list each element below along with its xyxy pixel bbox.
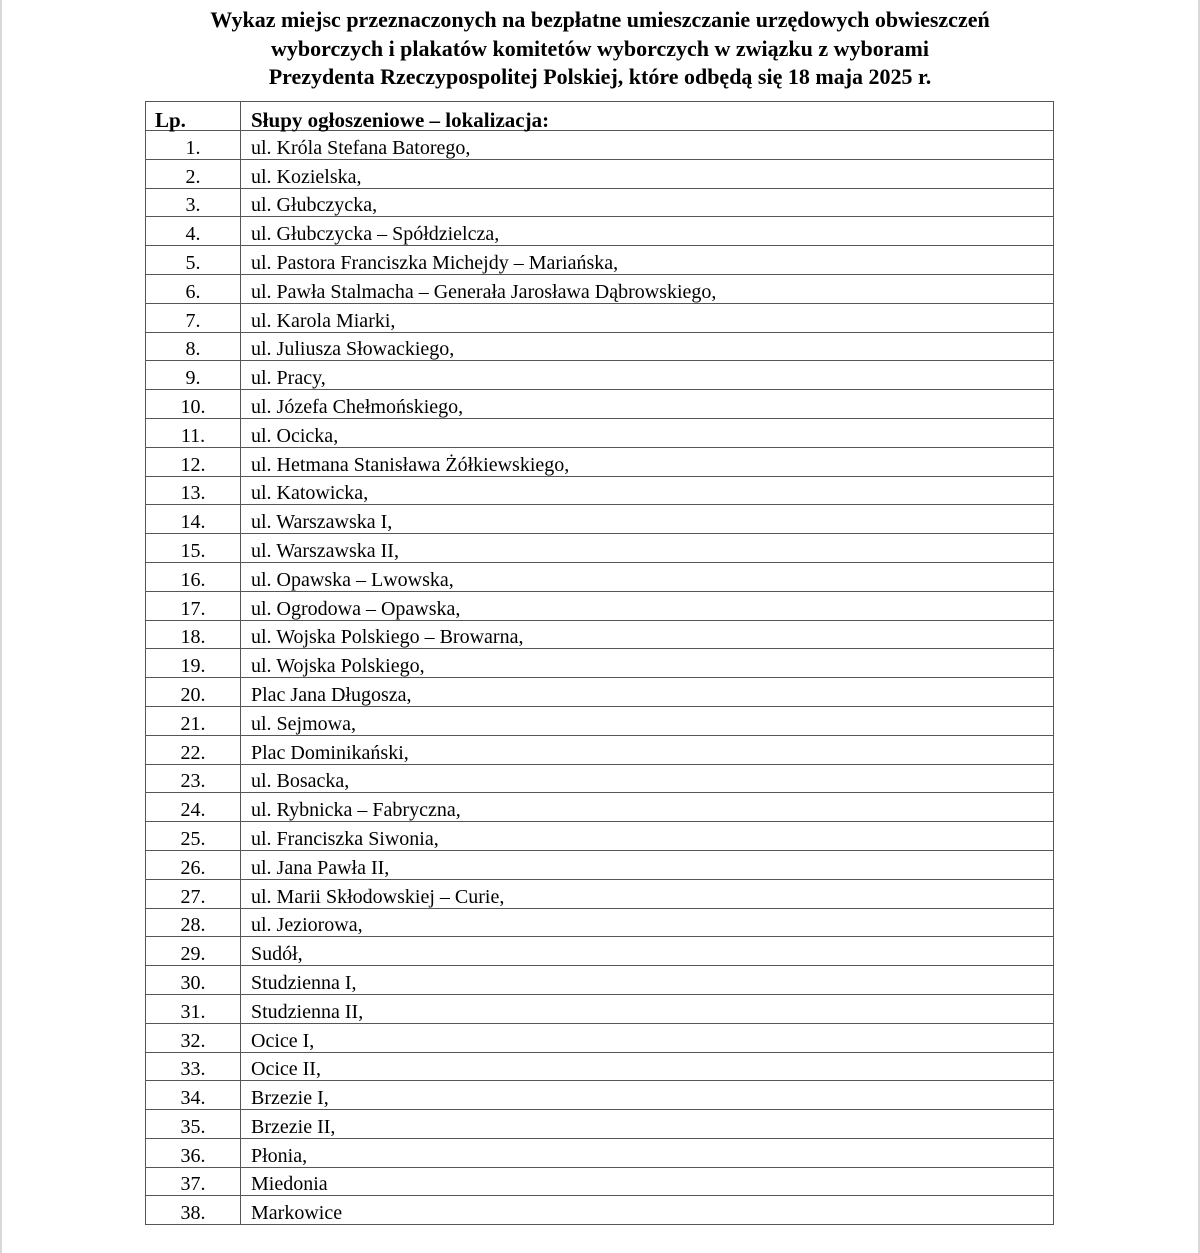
row-location-text: Studzienna I, [251,971,357,994]
table-row [146,131,1054,160]
row-location [241,390,1054,419]
row-location [241,706,1054,735]
row-number [146,850,241,879]
table-row [146,966,1054,995]
table-row [146,1052,1054,1081]
row-number-text: 30. [180,971,206,994]
row-location [241,303,1054,332]
row-location [241,966,1054,995]
row-location-text: ul. Głubczycka – Spółdzielcza, [251,223,500,246]
row-number [146,159,241,188]
row-location-text: ul. Jana Pawła II, [251,856,390,879]
row-number [146,1081,241,1110]
row-number-text: 24. [180,799,206,822]
row-number-text: 23. [180,770,206,793]
row-number-text: 10. [180,395,206,418]
row-number-text: 35. [180,1115,206,1138]
locations-table [145,101,1054,1225]
row-number-text: 37. [180,1173,206,1196]
row-location [241,937,1054,966]
row-number-text: 34. [180,1087,206,1110]
row-location-text: ul. Ocicka, [251,424,339,447]
table-row [146,1110,1054,1139]
row-location [241,1110,1054,1139]
row-number [146,793,241,822]
row-number-text: 38. [180,1202,206,1225]
row-number [146,274,241,303]
row-number [146,131,241,160]
row-number [146,361,241,390]
row-location-text: ul. Karola Miarki, [251,309,396,332]
row-location-text: Miedonia [251,1173,328,1196]
row-number [146,246,241,275]
row-location [241,332,1054,361]
row-location [241,620,1054,649]
row-number [146,706,241,735]
table-row [146,735,1054,764]
row-number [146,735,241,764]
row-number [146,390,241,419]
table-row [146,562,1054,591]
row-number-text: 33. [180,1058,206,1081]
row-location-text: ul. Pracy, [251,367,326,390]
row-number-text: 32. [180,1029,206,1052]
table-row [146,534,1054,563]
row-location [241,735,1054,764]
table-row [146,418,1054,447]
table-header-row [146,102,1054,131]
row-number-text: 22. [180,741,206,764]
row-number-text: 28. [180,914,206,937]
table-row [146,476,1054,505]
table-row [146,361,1054,390]
row-number-text: 7. [185,309,201,332]
row-location [241,1167,1054,1196]
row-location [241,591,1054,620]
row-number [146,476,241,505]
row-location [241,1052,1054,1081]
table-row [146,591,1054,620]
row-number [146,591,241,620]
row-number-text: 8. [185,338,201,361]
table-row [146,649,1054,678]
row-number-text: 11. [180,424,206,447]
row-location-text: Plac Jana Długosza, [251,683,412,706]
row-number-text: 16. [180,568,206,591]
row-number [146,879,241,908]
table-row [146,937,1054,966]
row-location-text: Markowice [251,1202,343,1225]
row-number [146,649,241,678]
row-location-text: ul. Opawska – Lwowska, [251,568,454,591]
row-number [146,303,241,332]
row-number [146,678,241,707]
row-number [146,188,241,217]
row-location [241,246,1054,275]
row-location [241,908,1054,937]
header-location: Słupy ogłoszeniowe – lokalizacja: [241,102,1054,131]
row-number-text: 27. [180,885,206,908]
row-location-text: ul. Głubczycka, [251,194,378,217]
row-number-text: 14. [180,511,206,534]
row-number [146,534,241,563]
table-row [146,390,1054,419]
row-number [146,822,241,851]
row-number [146,1023,241,1052]
table-row [146,303,1054,332]
row-location-text: ul. Ogrodowa – Opawska, [251,597,461,620]
row-location-text: Ocice I, [251,1029,315,1052]
table-row [146,764,1054,793]
table-row [146,678,1054,707]
row-location [241,418,1054,447]
row-number [146,332,241,361]
row-location [241,159,1054,188]
table-body [146,131,1054,1225]
row-location [241,1138,1054,1167]
table-row [146,1138,1054,1167]
table-row [146,994,1054,1023]
row-location [241,562,1054,591]
row-number [146,1167,241,1196]
row-number-text: 36. [180,1144,206,1167]
row-number-text: 6. [185,280,201,303]
row-number [146,1110,241,1139]
row-location-text: ul. Bosacka, [251,770,350,793]
table-row [146,188,1054,217]
row-location-text: ul. Juliusza Słowackiego, [251,338,455,361]
row-location [241,822,1054,851]
row-location [241,994,1054,1023]
row-location-text: ul. Pawła Stalmacha – Generała Jarosława Dąbrowskiego, [251,280,717,303]
table-row [146,217,1054,246]
row-number-text: 2. [185,165,201,188]
row-number-text: 20. [180,683,206,706]
row-number [146,418,241,447]
row-number-text: 15. [180,539,206,562]
row-number-text: 13. [180,482,206,505]
row-number [146,1138,241,1167]
row-number [146,1196,241,1225]
row-location-text: ul. Hetmana Stanisława Żółkiewskiego, [251,453,570,476]
row-location [241,1023,1054,1052]
row-number-text: 18. [180,626,206,649]
row-location [241,131,1054,160]
row-number-text: 4. [185,223,201,246]
table-row [146,822,1054,851]
row-number-text: 29. [180,943,206,966]
row-location-text: Brzezie II, [251,1115,336,1138]
table-row [146,1023,1054,1052]
row-number [146,937,241,966]
row-location-text: ul. Rybnicka – Fabryczna, [251,799,461,822]
row-number [146,505,241,534]
row-location-text: Brzezie I, [251,1087,329,1110]
row-location-text: ul. Warszawska II, [251,539,399,562]
row-number-text: 31. [180,1000,206,1023]
row-location [241,361,1054,390]
row-location [241,1081,1054,1110]
document-title [0,6,1200,92]
row-location-text: ul. Warszawska I, [251,511,393,534]
row-location-text: Sudół, [251,943,303,966]
row-location-text: Płonia, [251,1144,308,1167]
row-number [146,1052,241,1081]
row-location [241,1196,1054,1225]
row-location-text: ul. Wojska Polskiego – Browarna, [251,626,524,649]
row-number [146,217,241,246]
title-line-2: wyborczych i plakatów komitetów wyborczych w związku z wyborami [271,35,929,61]
table-row [146,706,1054,735]
row-location [241,447,1054,476]
row-location [241,505,1054,534]
row-number [146,908,241,937]
row-number-text: 26. [180,856,206,879]
row-number-text: 17. [180,597,206,620]
row-location [241,678,1054,707]
row-number-text: 21. [180,712,206,735]
table-row [146,850,1054,879]
row-number [146,966,241,995]
row-location-text: ul. Króla Stefana Batorego, [251,136,471,159]
row-number-text: 1. [185,136,201,159]
row-location-text: Plac Dominikański, [251,741,409,764]
row-location [241,764,1054,793]
row-location-text: ul. Pastora Franciszka Michejdy – Mariańska, [251,251,619,274]
row-number-text: 12. [180,453,206,476]
table-row [146,620,1054,649]
row-number [146,620,241,649]
page-border-left [0,0,2,1253]
row-number-text: 25. [180,827,206,850]
table-row [146,505,1054,534]
row-location-text: ul. Katowicka, [251,482,369,505]
row-number-text: 9. [185,367,201,390]
row-number [146,562,241,591]
table-row [146,793,1054,822]
row-location [241,793,1054,822]
table-row [146,159,1054,188]
table-row [146,1196,1054,1225]
table-row [146,447,1054,476]
title-line-1: Wykaz miejsc przeznaczonych na bezpłatne umieszczanie urzędowych obwieszczeń [210,7,990,32]
table-row [146,1167,1054,1196]
row-number [146,994,241,1023]
table-row [146,332,1054,361]
table-row [146,274,1054,303]
row-location-text: ul. Marii Skłodowskiej – Curie, [251,885,505,908]
row-location-text: Studzienna II, [251,1000,364,1023]
row-location [241,534,1054,563]
row-number [146,447,241,476]
row-location-text: ul. Sejmowa, [251,712,356,735]
row-location-text: ul. Wojska Polskiego, [251,655,425,678]
table-row [146,1081,1054,1110]
row-number [146,764,241,793]
row-location [241,274,1054,303]
row-number-text: 19. [180,655,206,678]
row-location-text: ul. Kozielska, [251,165,362,188]
row-location [241,476,1054,505]
row-location [241,879,1054,908]
row-location-text: Ocice II, [251,1058,321,1081]
row-location [241,188,1054,217]
row-number-text: 5. [185,251,201,274]
row-location [241,217,1054,246]
header-lp: Lp. [146,102,241,131]
row-location-text: ul. Jeziorowa, [251,914,363,937]
row-location [241,850,1054,879]
row-location [241,649,1054,678]
table-row [146,246,1054,275]
table-row [146,879,1054,908]
row-number-text: 3. [185,194,201,217]
table-row [146,908,1054,937]
title-line-3: Prezydenta Rzeczypospolitej Polskiej, które odbędą się 18 maja 2025 r. [268,64,932,89]
row-location-text: ul. Józefa Chełmońskiego, [251,395,464,418]
row-location-text: ul. Franciszka Siwonia, [251,827,439,850]
